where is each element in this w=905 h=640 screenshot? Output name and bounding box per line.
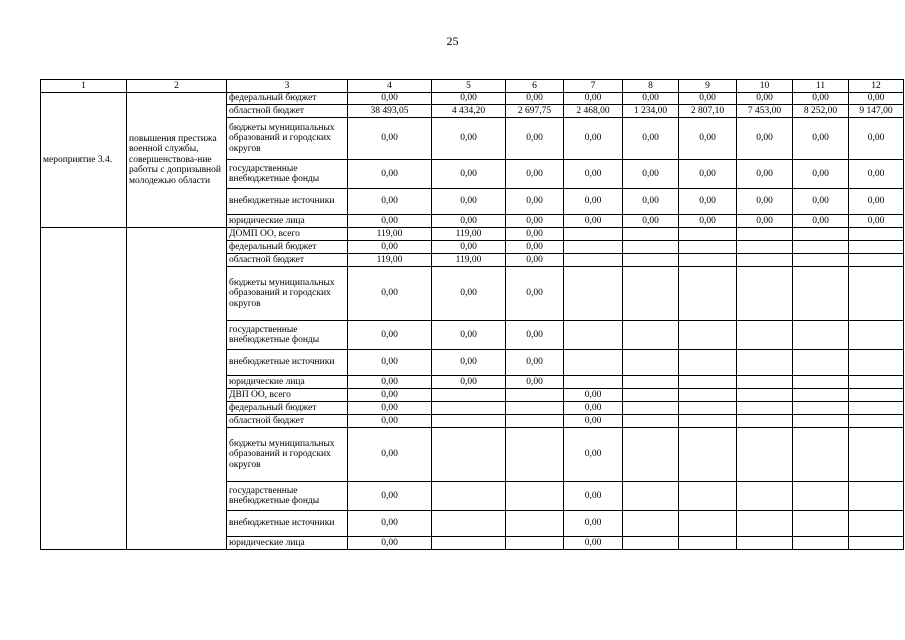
value-cell [432, 537, 506, 550]
value-cell [737, 415, 793, 428]
value-cell [623, 389, 679, 402]
funding-source: областной бюджет [227, 105, 348, 118]
value-cell [679, 228, 737, 241]
value-cell [564, 321, 623, 350]
funding-source: областной бюджет [227, 415, 348, 428]
value-cell: 0,00 [432, 241, 506, 254]
value-cell: 0,00 [564, 93, 623, 105]
value-cell [432, 511, 506, 537]
value-cell [793, 376, 849, 389]
value-cell [564, 376, 623, 389]
value-cell: 0,00 [348, 376, 432, 389]
value-cell: 119,00 [348, 228, 432, 241]
column-header-1: 1 [41, 80, 127, 93]
value-cell: 0,00 [432, 160, 506, 189]
value-cell: 0,00 [623, 215, 679, 228]
funding-source: внебюджетные источники [227, 189, 348, 215]
value-cell: 0,00 [506, 254, 564, 267]
column-header-8: 8 [623, 80, 679, 93]
value-cell [623, 241, 679, 254]
value-cell: 0,00 [506, 241, 564, 254]
value-cell: 0,00 [432, 118, 506, 160]
budget-table [40, 79, 904, 550]
value-cell [849, 402, 904, 415]
value-cell: 0,00 [348, 267, 432, 321]
column-header-4: 4 [348, 80, 432, 93]
value-cell: 0,00 [564, 511, 623, 537]
value-cell: 0,00 [506, 267, 564, 321]
value-cell: 0,00 [432, 93, 506, 105]
value-cell: 0,00 [793, 189, 849, 215]
value-cell: 0,00 [564, 189, 623, 215]
table-row [41, 228, 904, 241]
value-cell [679, 350, 737, 376]
value-cell [737, 482, 793, 511]
value-cell [623, 350, 679, 376]
column-header-2: 2 [127, 80, 227, 93]
value-cell [793, 511, 849, 537]
value-cell [679, 428, 737, 482]
value-cell [849, 389, 904, 402]
column-header-3: 3 [227, 80, 348, 93]
value-cell [506, 482, 564, 511]
value-cell [506, 428, 564, 482]
value-cell: 119,00 [348, 254, 432, 267]
value-cell: 0,00 [506, 93, 564, 105]
value-cell [679, 537, 737, 550]
value-cell [679, 511, 737, 537]
value-cell [506, 402, 564, 415]
column-header-9: 9 [679, 80, 737, 93]
table-body [41, 93, 904, 550]
value-cell: 0,00 [679, 215, 737, 228]
value-cell [793, 321, 849, 350]
value-cell [564, 241, 623, 254]
funding-source: юридические лица [227, 376, 348, 389]
value-cell [849, 482, 904, 511]
value-cell [623, 376, 679, 389]
value-cell [793, 428, 849, 482]
value-cell [506, 511, 564, 537]
value-cell: 0,00 [793, 160, 849, 189]
value-cell [623, 254, 679, 267]
value-cell [737, 537, 793, 550]
value-cell: 0,00 [737, 160, 793, 189]
value-cell [793, 241, 849, 254]
value-cell: 0,00 [348, 321, 432, 350]
value-cell: 0,00 [564, 389, 623, 402]
value-cell [506, 537, 564, 550]
value-cell: 2 468,00 [564, 105, 623, 118]
value-cell: 0,00 [432, 350, 506, 376]
value-cell: 0,00 [679, 118, 737, 160]
value-cell: 0,00 [432, 267, 506, 321]
value-cell [793, 228, 849, 241]
value-cell [623, 321, 679, 350]
value-cell: 0,00 [623, 160, 679, 189]
value-cell [679, 482, 737, 511]
value-cell [849, 350, 904, 376]
value-cell: 0,00 [348, 118, 432, 160]
funding-source: федеральный бюджет [227, 402, 348, 415]
value-cell: 0,00 [679, 160, 737, 189]
value-cell [793, 482, 849, 511]
value-cell [737, 321, 793, 350]
value-cell [849, 321, 904, 350]
value-cell: 0,00 [623, 118, 679, 160]
funding-source: государственные внебюджетные фонды [227, 482, 348, 511]
value-cell [623, 267, 679, 321]
value-cell [793, 350, 849, 376]
value-cell: 0,00 [348, 241, 432, 254]
funding-source: юридические лица [227, 215, 348, 228]
column-header-10: 10 [737, 80, 793, 93]
value-cell: 0,00 [348, 160, 432, 189]
funding-source: бюджеты муниципальных образований и городских округов [227, 428, 348, 482]
value-cell: 0,00 [849, 215, 904, 228]
value-cell [564, 228, 623, 241]
value-cell: 0,00 [849, 160, 904, 189]
value-cell [737, 389, 793, 402]
value-cell [564, 350, 623, 376]
value-cell: 0,00 [348, 511, 432, 537]
value-cell [849, 267, 904, 321]
table-row [41, 93, 904, 105]
funding-source: федеральный бюджет [227, 93, 348, 105]
value-cell: 0,00 [564, 415, 623, 428]
funding-source: внебюджетные источники [227, 350, 348, 376]
value-cell [793, 389, 849, 402]
value-cell [623, 402, 679, 415]
column-header-6: 6 [506, 80, 564, 93]
funding-source: государственные внебюджетные фонды [227, 321, 348, 350]
value-cell [849, 254, 904, 267]
column-header-11: 11 [793, 80, 849, 93]
value-cell: 0,00 [506, 228, 564, 241]
measure-title: повышения престижа военной службы, совершенствова-ние работы с допризывной молодежью области [127, 93, 227, 228]
value-cell: 2 807,10 [679, 105, 737, 118]
value-cell: 0,00 [432, 189, 506, 215]
value-cell: 0,00 [506, 376, 564, 389]
value-cell: 0,00 [564, 118, 623, 160]
value-cell [737, 228, 793, 241]
value-cell: 0,00 [506, 215, 564, 228]
value-cell [432, 482, 506, 511]
value-cell: 0,00 [506, 118, 564, 160]
table-header [41, 80, 904, 93]
value-cell [506, 415, 564, 428]
value-cell [793, 415, 849, 428]
value-cell: 119,00 [432, 254, 506, 267]
value-cell: 0,00 [348, 415, 432, 428]
value-cell [849, 537, 904, 550]
value-cell [564, 254, 623, 267]
value-cell [793, 267, 849, 321]
header-row [41, 80, 904, 93]
value-cell: 0,00 [348, 389, 432, 402]
funding-source: бюджеты муниципальных образований и городских округов [227, 118, 348, 160]
value-cell: 9 147,00 [849, 105, 904, 118]
value-cell [506, 389, 564, 402]
value-cell: 38 493,05 [348, 105, 432, 118]
value-cell: 0,00 [506, 189, 564, 215]
empty-cell [127, 228, 227, 550]
funding-source: ДОМП ОО, всего [227, 228, 348, 241]
value-cell [623, 415, 679, 428]
funding-source: бюджеты муниципальных образований и городских округов [227, 267, 348, 321]
funding-source: государственные внебюджетные фонды [227, 160, 348, 189]
value-cell [849, 415, 904, 428]
measure-code: мероприятие 3.4. [41, 93, 127, 228]
column-header-12: 12 [849, 80, 904, 93]
value-cell [793, 254, 849, 267]
value-cell: 0,00 [432, 321, 506, 350]
value-cell: 2 697,75 [506, 105, 564, 118]
value-cell [737, 267, 793, 321]
value-cell [432, 428, 506, 482]
page-number: 25 [446, 34, 459, 48]
value-cell: 0,00 [737, 215, 793, 228]
value-cell: 8 252,00 [793, 105, 849, 118]
value-cell: 0,00 [348, 537, 432, 550]
value-cell: 4 434,20 [432, 105, 506, 118]
value-cell: 0,00 [849, 118, 904, 160]
value-cell: 0,00 [793, 215, 849, 228]
value-cell [679, 241, 737, 254]
value-cell: 0,00 [737, 189, 793, 215]
funding-source: федеральный бюджет [227, 241, 348, 254]
value-cell [679, 254, 737, 267]
column-header-5: 5 [432, 80, 506, 93]
value-cell: 0,00 [849, 189, 904, 215]
value-cell: 0,00 [564, 482, 623, 511]
value-cell: 0,00 [506, 321, 564, 350]
value-cell: 0,00 [793, 118, 849, 160]
value-cell [793, 402, 849, 415]
value-cell: 1 234,00 [623, 105, 679, 118]
value-cell [737, 402, 793, 415]
value-cell: 7 453,00 [737, 105, 793, 118]
value-cell: 0,00 [679, 189, 737, 215]
value-cell [849, 428, 904, 482]
value-cell: 0,00 [793, 93, 849, 105]
value-cell [623, 482, 679, 511]
value-cell [564, 267, 623, 321]
value-cell: 0,00 [348, 93, 432, 105]
value-cell: 0,00 [506, 160, 564, 189]
value-cell: 0,00 [737, 118, 793, 160]
value-cell: 119,00 [432, 228, 506, 241]
value-cell [679, 321, 737, 350]
value-cell: 0,00 [564, 537, 623, 550]
value-cell: 0,00 [679, 93, 737, 105]
value-cell [679, 389, 737, 402]
value-cell [623, 537, 679, 550]
value-cell [737, 254, 793, 267]
value-cell: 0,00 [623, 93, 679, 105]
value-cell: 0,00 [348, 428, 432, 482]
value-cell [432, 402, 506, 415]
value-cell [793, 537, 849, 550]
empty-cell [41, 228, 127, 550]
value-cell: 0,00 [348, 350, 432, 376]
value-cell [432, 415, 506, 428]
value-cell [849, 376, 904, 389]
funding-source: юридические лица [227, 537, 348, 550]
value-cell [679, 267, 737, 321]
value-cell [849, 511, 904, 537]
value-cell [737, 241, 793, 254]
value-cell [737, 428, 793, 482]
value-cell: 0,00 [348, 215, 432, 228]
value-cell [737, 511, 793, 537]
value-cell: 0,00 [432, 376, 506, 389]
value-cell: 0,00 [564, 215, 623, 228]
value-cell: 0,00 [623, 189, 679, 215]
value-cell [737, 350, 793, 376]
value-cell: 0,00 [564, 402, 623, 415]
funding-source: внебюджетные источники [227, 511, 348, 537]
value-cell: 0,00 [506, 350, 564, 376]
value-cell [623, 228, 679, 241]
value-cell [623, 428, 679, 482]
value-cell: 0,00 [348, 482, 432, 511]
column-header-7: 7 [564, 80, 623, 93]
value-cell [679, 415, 737, 428]
value-cell: 0,00 [432, 215, 506, 228]
value-cell: 0,00 [564, 160, 623, 189]
funding-source: областной бюджет [227, 254, 348, 267]
value-cell: 0,00 [348, 189, 432, 215]
value-cell [623, 511, 679, 537]
value-cell: 0,00 [348, 402, 432, 415]
value-cell: 0,00 [564, 428, 623, 482]
value-cell [849, 241, 904, 254]
value-cell [679, 402, 737, 415]
funding-source: ДВП ОО, всего [227, 389, 348, 402]
value-cell: 0,00 [737, 93, 793, 105]
value-cell [849, 228, 904, 241]
value-cell [679, 376, 737, 389]
value-cell [737, 376, 793, 389]
value-cell [432, 389, 506, 402]
value-cell: 0,00 [849, 93, 904, 105]
